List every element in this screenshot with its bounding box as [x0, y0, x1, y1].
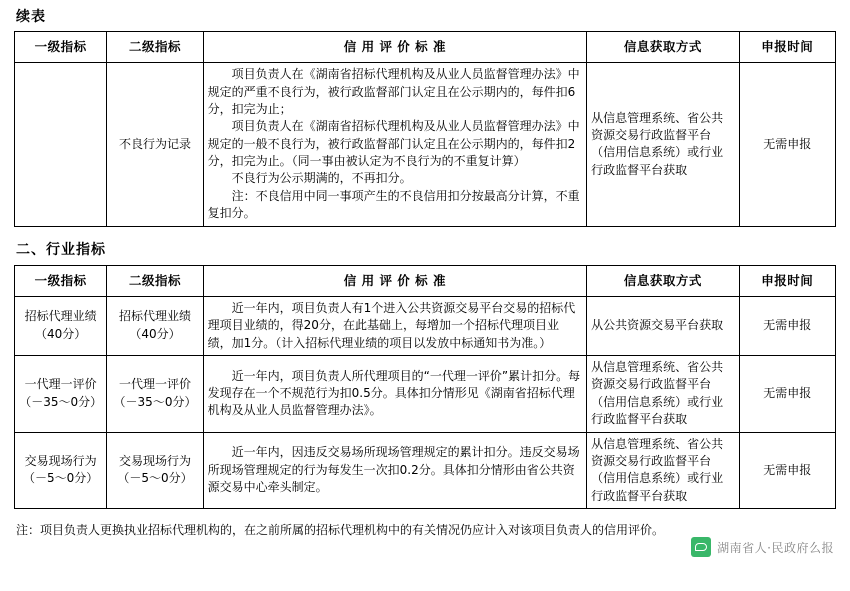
cell-source: 从信息管理系统、省公共资源交易行政监督平台（信用信息系统）或行业行政监督平台获取 — [587, 63, 740, 227]
cell-level2-line2: （－5～0分） — [117, 471, 193, 486]
table-header-row — [15, 265, 836, 296]
criteria-paragraph: 近一年内，项目负责人所代理项目的“一代理一评价”累计扣分。每发现存在一个不规范行为扣0.5分。具体扣分情形见《湖南省招标代理机构及从业人员监督管理办法》。 — [207, 368, 581, 418]
table-row — [15, 296, 836, 355]
cell-criteria — [203, 63, 586, 227]
watermark — [691, 537, 834, 557]
cell-level2: 不良行为记录 — [107, 63, 203, 227]
criteria-paragraph: 不良行为公示期满的，不再扣分。 — [231, 171, 412, 186]
criteria-paragraph: 近一年内，因违反交易场所现场管理规定的累计扣分。违反交易场所现场管理规定的行为每发生一次扣0.2分。具体扣分情形由省公共资源交易中心牵头制定。 — [207, 445, 580, 494]
col-header-criteria: 信 用 评 价 标 准 — [203, 32, 586, 63]
cell-time: 无需申报 — [739, 432, 835, 509]
cell-level1-line1: 一代理一评价 — [24, 377, 97, 392]
cell-level2-line2: （40分） — [129, 326, 181, 341]
col-header-criteria: 信 用 评 价 标 准 — [203, 265, 586, 296]
col-header-time: 申报时间 — [739, 265, 835, 296]
footnote-text: 项目负责人更换执业招标代理机构的，在之前所属的招标代理机构中的有关情况仍应计入对该项目负责人的信用评价。 — [40, 523, 665, 538]
table-row — [15, 355, 836, 432]
cell-time: 无需申报 — [739, 355, 835, 432]
cell-level1-line1: 招标代理业绩 — [24, 309, 97, 324]
cell-level2-line1: 交易现场行为 — [118, 453, 191, 468]
criteria-paragraph: 注：不良信用中同一事项产生的不良信用扣分按最高分计算，不重复扣分。 — [207, 188, 580, 221]
credit-criteria-table-1 — [14, 31, 836, 227]
table-row — [15, 63, 836, 227]
section-title-industry: 二、行业指标 — [16, 241, 106, 258]
cell-level1 — [15, 355, 107, 432]
cell-level1-line2: （－35～0分） — [19, 394, 103, 409]
cell-level2 — [107, 296, 203, 355]
cell-source: 从公共资源交易平台获取 — [587, 296, 740, 355]
cell-level1-line2: （－5～0分） — [23, 471, 99, 486]
cell-level1 — [15, 296, 107, 355]
col-header-level1: 一级指标 — [15, 32, 107, 63]
col-header-time: 申报时间 — [739, 32, 835, 63]
cell-level2-line1: 招标代理业绩 — [118, 309, 191, 324]
criteria-paragraph: 项目负责人在《湖南省招标代理机构及从业人员监督管理办法》中规定的严重不良行为，被行政监督部门认定且在公示期内的，每件扣6分，扣完为止； — [207, 67, 580, 116]
col-header-level2: 二级指标 — [107, 265, 203, 296]
cell-level2-line1: 一代理一评价 — [118, 377, 191, 392]
cell-level2-line2: （－35～0分） — [113, 394, 197, 409]
cell-source: 从信息管理系统、省公共资源交易行政监督平台（信用信息系统）或行业行政监督平台获取 — [587, 355, 740, 432]
cell-criteria — [203, 296, 586, 355]
cell-criteria — [203, 432, 586, 509]
cell-time: 无需申报 — [739, 296, 835, 355]
col-header-source: 信息获取方式 — [587, 32, 740, 63]
table-row — [15, 432, 836, 509]
credit-criteria-table-2 — [14, 265, 836, 509]
cell-level2 — [107, 432, 203, 509]
cell-level1 — [15, 432, 107, 509]
col-header-source: 信息获取方式 — [587, 265, 740, 296]
footnote-label: 注： — [16, 523, 41, 538]
cell-source: 从信息管理系统、省公共资源交易行政监督平台（信用信息系统）或行业行政监督平台获取 — [587, 432, 740, 509]
criteria-paragraph: 近一年内，项目负责人有1个进入公共资源交易平台交易的招标代理项目业绩的，得20分，在此基础上，每增加一个招标代理项目业绩，加1分。（计入招标代理业绩的项目以发放中标通知书为准。） — [207, 300, 576, 350]
col-header-level1: 一级指标 — [15, 265, 107, 296]
criteria-paragraph: 项目负责人在《湖南省招标代理机构及从业人员监督管理办法》中规定的一般不良行为，被行政监督部门认定且在公示期内的，每件扣2分，扣完为止。（同一事由被认定为不良行为的不重复计算） — [207, 119, 580, 169]
cell-level1-line1: 交易现场行为 — [24, 453, 97, 468]
cell-level1-line2: （40分） — [35, 326, 87, 341]
cell-time: 无需申报 — [739, 63, 835, 227]
cell-level1 — [15, 63, 107, 227]
table-header-row — [15, 32, 836, 63]
watermark-text: 湖南省人·民政府么报 — [717, 540, 834, 555]
wechat-logo-icon — [691, 537, 711, 557]
cell-level2 — [107, 355, 203, 432]
col-header-level2: 二级指标 — [107, 32, 203, 63]
cell-criteria — [203, 355, 586, 432]
continuation-label: 续表 — [16, 9, 46, 25]
